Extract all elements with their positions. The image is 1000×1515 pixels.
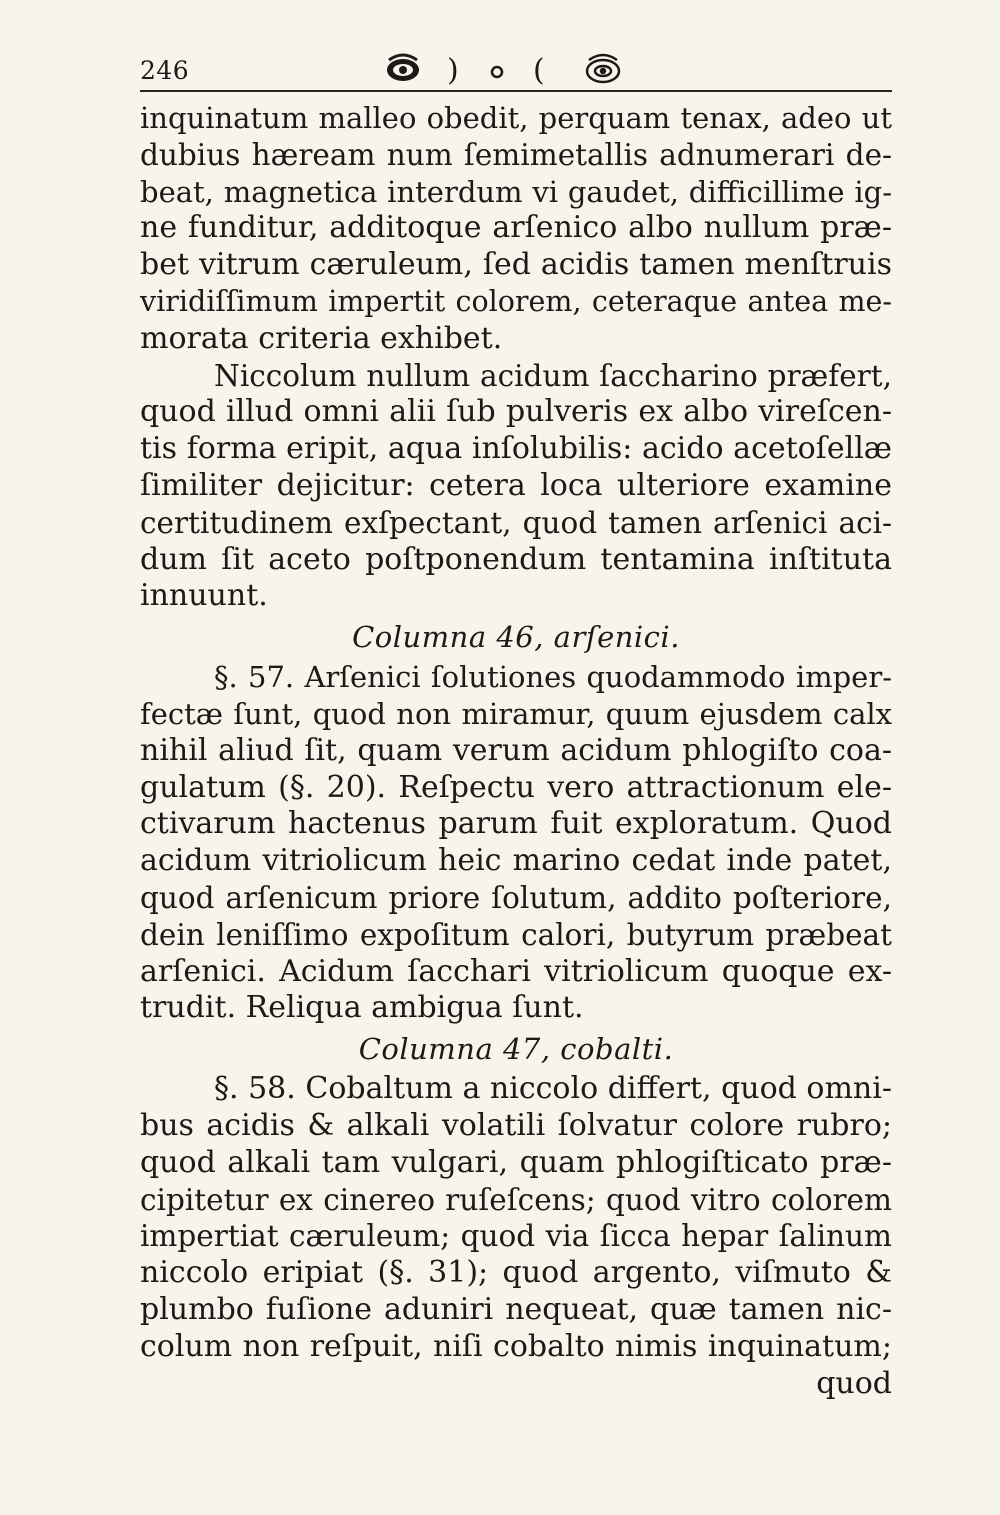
text-line: tis forma eripit, aqua inſolubilis: acido acetoſellæ bbox=[140, 431, 892, 467]
text-line: inquinatum malleo obedit, perquam tenax, adeo ut bbox=[140, 101, 892, 135]
text-line: acidum vitriolicum heic marino cedat inde patet, bbox=[140, 843, 892, 879]
text-line: fectæ ſunt, quod non miramur, quum ejusdem calx bbox=[140, 696, 892, 731]
text-line: cipitetur ex cinereo ruſeſcens; quod vitro colorem bbox=[140, 1182, 892, 1217]
body-text bbox=[140, 100, 892, 1402]
text-line: bet vitrum cæruleum, ſed acidis tamen menſtruis bbox=[140, 247, 892, 283]
text-line: viridiſſimum impertit colorem, ceteraque antea me- bbox=[140, 284, 892, 318]
right-paren-glyph: ) bbox=[447, 53, 459, 86]
text-line: §. 57. Arſenici ſolutiones quodammodo imper- bbox=[214, 660, 892, 695]
text-line: ne funditur, additoque arſenico albo nullum præ- bbox=[140, 210, 892, 246]
text-line: plumbo fuſione aduniri nequeat, quæ tamen nic- bbox=[140, 1291, 892, 1327]
text-line: quod alkali tam vulgari, quam phlogiſticato præ- bbox=[140, 1144, 892, 1180]
catchword: quod bbox=[816, 1365, 892, 1401]
text-line: arſenici. Acidum ſacchari vitriolicum quoque ex- bbox=[140, 953, 892, 989]
text-line: innuunt. bbox=[140, 578, 268, 614]
text-line: nihil aliud ſit, quam verum acidum phlogiſto coa- bbox=[140, 732, 892, 768]
section-columna-47 bbox=[140, 1027, 892, 1365]
text-line: bus acidis & alkali volatili ſolvatur colore rubro; bbox=[140, 1107, 892, 1143]
text-line: niccolo eripiat (§. 31); quod argento, viſmuto & bbox=[140, 1255, 892, 1291]
center-circle-icon bbox=[492, 67, 502, 77]
text-line: dubius hæream num ſemimetallis adnumerari de- bbox=[140, 137, 892, 172]
header-rule bbox=[140, 90, 892, 92]
paragraph-2 bbox=[140, 358, 892, 616]
text-line: Niccolum nullum acidum ſaccharino præfert, bbox=[214, 358, 892, 393]
text-line: quod illud omni alii ſub pulveris ex albo vireſcen- bbox=[140, 394, 892, 430]
text-line: trudit. Reliqua ambigua ſunt. bbox=[140, 990, 584, 1026]
text-line: colum non reſpuit, niſi cobalto nimis inquinatum; bbox=[140, 1328, 892, 1364]
text-line: §. 58. Cobaltum a niccolo differt, quod omni- bbox=[214, 1071, 892, 1107]
running-head bbox=[140, 52, 892, 88]
left-paren-glyph: ( bbox=[533, 53, 545, 86]
text-line: ctivarum hactenus parum fuit exploratum. Quod bbox=[140, 806, 892, 842]
section-heading: Columna 46, arſenici. bbox=[352, 620, 680, 655]
page-number: 246 bbox=[140, 56, 190, 85]
section-heading: Columna 47, cobalti. bbox=[358, 1032, 674, 1067]
text-line: quod arſenicum priore ſolutum, addito poſteriore, bbox=[140, 880, 892, 915]
text-line: gulatum (§. 20). Reſpectu vero attractionum ele- bbox=[140, 769, 892, 805]
text-line: ſimiliter dejicitur: cetera loca ulteriore examine bbox=[140, 467, 892, 503]
paragraph-1 bbox=[140, 100, 892, 358]
text-line: dein leniſſimo expoſitum calori, butyrum præbeat bbox=[140, 917, 892, 952]
text-line: morata criteria exhibet. bbox=[140, 320, 503, 356]
section-columna-46 bbox=[140, 615, 892, 1027]
text-line: dum ſit aceto poſtponendum tentamina inſtituta bbox=[140, 541, 892, 577]
left-flower-icon bbox=[387, 55, 419, 81]
right-flower-icon bbox=[587, 55, 619, 82]
text-line: impertiat cæruleum; quod via ſicca hepar ſalinum bbox=[140, 1219, 892, 1254]
header-ornament bbox=[385, 52, 625, 86]
text-line: certitudinem exſpectant, quod tamen arſenici aci- bbox=[140, 505, 892, 540]
text-line: beat, magnetica interdum vi gaudet, difficillime ig- bbox=[140, 174, 892, 209]
